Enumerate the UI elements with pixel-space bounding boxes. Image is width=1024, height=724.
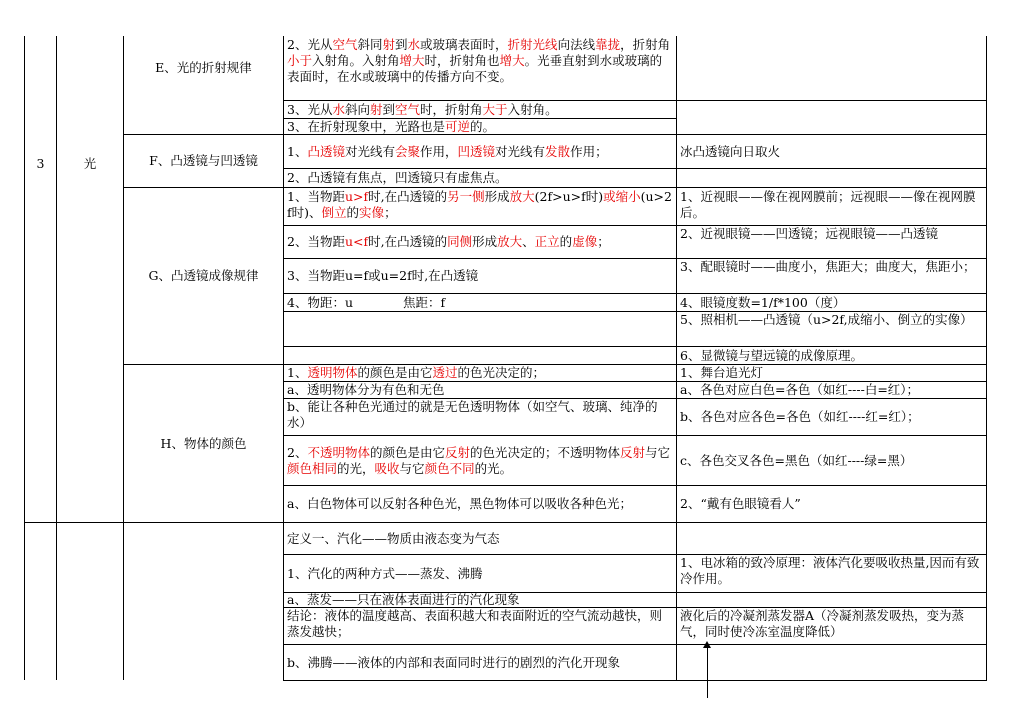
section-label-h: H、物体的颜色 [160, 435, 247, 451]
example-cell-i2: 液化后的冷凝剂蒸发器A（冷凝剂蒸发吸热，变为蒸气，同时使冷冻室温度降低） [680, 608, 965, 639]
content-cell-f2: 2、凸透镜有焦点，凹透镜只有虚焦点。 [287, 170, 508, 185]
section-label-f: F、凸透镜与凹透镜 [149, 153, 258, 168]
content-cell-h2: a、透明物体分为有色和无色 [287, 382, 445, 397]
section-label-e: E、光的折射规律 [155, 60, 252, 75]
arrow-shaft [707, 646, 708, 698]
example-cell-g5: 5、照相机——凸透镜（u>2f,成缩小、倒立的实像） [680, 312, 973, 327]
section-label-g: G、凸透镜成像规律 [148, 268, 259, 283]
content-cell-h1: 1、透明物体的颜色是由它透过的色光决定的； [287, 365, 546, 380]
content-cell-i1: 定义一、汽化——物质由液态变为气态 [287, 530, 500, 546]
grid-line [283, 680, 987, 681]
example-cell-g3: 3、配眼镜时——曲度小，焦距大；曲度大，焦距小； [680, 259, 976, 274]
content-cell-i3: a、蒸发——只在液体表面进行的汽化现象 [287, 593, 520, 607]
example-cell-g6: 6、显微镜与望远镜的成像原理。 [680, 347, 863, 363]
content-cell-i4: 结论：液体的温度越高、表面积越大和表面附近的空气流动越快，则蒸发越快； [287, 608, 663, 639]
example-cell-f: 冰凸透镜向日取火 [680, 143, 781, 159]
example-cell-h2: a、各色对应白色=各色（如红----白=红）； [680, 382, 920, 397]
example-cell-h4: c、各色交叉各色=黑色（如红----绿=黑） [680, 452, 913, 468]
content-cell-g3: 3、当物距u=f或u=2f时,在凸透镜 [287, 268, 479, 283]
example-cell-h3: b、各色对应各色=各色（如红----红=红）； [680, 409, 920, 424]
grid-line [986, 36, 987, 680]
content-cell-g1: 1、当物距u>f时,在凸透镜的另一侧形成放大(2f>u>f时)或缩小(u>2f时)、倒立的实像； [287, 189, 672, 220]
content-cell-g2: 2、当物距u<f时,在凸透镜的同侧形成放大、正立的虚像； [287, 234, 610, 249]
content-cell-f1: 1、凸透镜对光线有会聚作用，凹透镜对光线有发散作用； [287, 143, 608, 159]
example-cell-h5: 2、“戴有色眼镜看人” [680, 496, 801, 511]
content-cell-i2: 1、汽化的两种方式——蒸发、沸腾 [287, 565, 483, 581]
content-cell-h3: b、能让各种色光通过的就是无色透明物体（如空气、玻璃、纯净的水） [287, 399, 658, 430]
content-cell-h5: a、白色物体可以反射各种色光，黑色物体可以吸收各种色光； [287, 496, 632, 511]
grid-line [56, 36, 57, 680]
content-cell-g4: 4、物距：u 焦距：f [287, 294, 446, 310]
content-cell-e2: 3、光从水斜向射到空气时，折射角大于入射角。 [287, 101, 558, 117]
example-cell-h1: 1、舞台追光灯 [680, 365, 763, 380]
content-cell-h4: 2、不透明物体的颜色是由它反射的色光决定的；不透明物体反射与它颜色相同的光，吸收与它颜色不同的光。 [287, 444, 671, 476]
example-cell-g1: 1、近视眼——像在视网膜前；远视眼——像在视网膜后。 [680, 189, 976, 220]
row-number: 3 [36, 156, 45, 171]
example-cell-g4: 4、眼镜度数=1/f*100（度） [680, 294, 846, 310]
content-cell-i5: b、沸腾——液体的内部和表面同时进行的剧烈的汽化开现象 [287, 654, 621, 670]
grid-line [24, 36, 25, 680]
category-label: 光 [83, 156, 97, 171]
example-cell-i1: 1、电冰箱的致冷原理：液体汽化要吸收热量,因而有致冷作用。 [680, 555, 980, 586]
content-cell-e1: 2、光从空气斜同射到水或玻璃表面时，折射光线向法线靠拢，折射角小于入射角。入射角增大时，折射角也增大。光垂直射到水或玻璃的表面时，在水或玻璃中的传播方向不变。 [287, 37, 671, 84]
example-cell-g2: 2、近视眼镜——凹透镜；远视眼镜——凸透镜 [680, 226, 938, 241]
content-cell-e3: 3、在折射现象中，光路也是可逆的。 [287, 119, 495, 134]
